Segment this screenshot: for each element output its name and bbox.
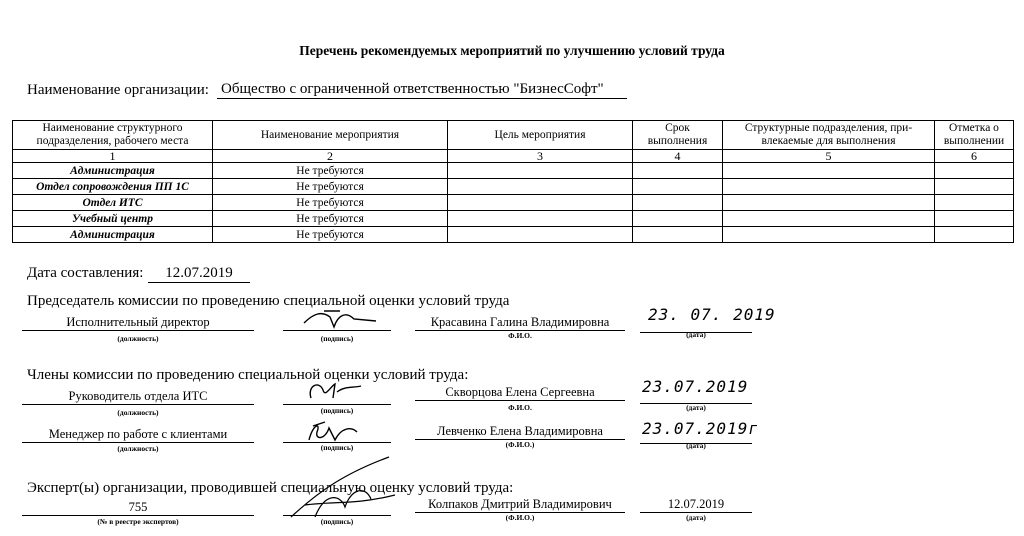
caption-signature: (подпись) [320, 406, 354, 415]
member-signature [305, 418, 365, 446]
member-date: 23.07.2019 [642, 377, 749, 396]
expert-date: 12.07.2019 [640, 497, 752, 513]
caption-signature: (подпись) [320, 334, 354, 343]
table-number-row [13, 150, 1014, 163]
row-measure: Не требуются [213, 163, 448, 179]
header-measure: Наименование мероприятия [213, 121, 448, 150]
member-date: 23.07.2019г [642, 419, 759, 438]
table-row [13, 195, 1014, 211]
chairman-date: 23. 07. 2019 [648, 305, 776, 324]
caption-fio: (Ф.И.О.) [505, 440, 535, 449]
caption-fio: Ф.И.О. [508, 331, 532, 340]
expert-signature-line [283, 500, 391, 516]
member-name: Скворцова Елена Сергеевна [415, 385, 625, 401]
caption-position: (должность) [117, 444, 159, 453]
column-number: 1 [13, 150, 213, 163]
table-row [13, 211, 1014, 227]
row-unit: Отдел сопровождения ПП 1С [13, 179, 213, 195]
organization-name: Общество с ограниченной ответственностью "БизнесСофт" [217, 80, 627, 99]
column-number: 6 [935, 150, 1014, 163]
row-measure: Не требуются [213, 195, 448, 211]
caption-date: (дата) [686, 403, 706, 412]
caption-fio: Ф.И.О. [508, 403, 532, 412]
row-unit: Администрация [13, 163, 213, 179]
caption-registry: (№ в реестре экспертов) [97, 517, 179, 526]
table-row [13, 163, 1014, 179]
expert-name: Колпаков Дмитрий Владимирович [415, 497, 625, 513]
column-number: 2 [213, 150, 448, 163]
column-number: 5 [723, 150, 935, 163]
row-unit: Учебный центр [13, 211, 213, 227]
member-signature [305, 378, 365, 406]
table-row [13, 179, 1014, 195]
chairman-position: Исполнительный директор [22, 315, 254, 331]
caption-date: (дата) [686, 513, 706, 522]
chairman-heading: Председатель комиссии по проведению специальной оценки условий труда [27, 293, 510, 309]
header-goal: Цель мероприятия [448, 121, 633, 150]
member-name: Левченко Елена Владимировна [415, 424, 625, 440]
table-row [13, 227, 1014, 243]
header-completion: Отметка о выполнении [935, 121, 1014, 150]
row-measure: Не требуются [213, 211, 448, 227]
caption-date: (дата) [686, 330, 706, 339]
column-number: 3 [448, 150, 633, 163]
member-date-line [640, 388, 752, 404]
caption-date: (дата) [686, 441, 706, 450]
column-number: 4 [633, 150, 723, 163]
expert-heading: Эксперт(ы) организации, проводившей специальную оценку условий труда: [27, 480, 514, 496]
organization-label: Наименование организации: [27, 82, 209, 98]
expert-registry-number: 755 [22, 500, 254, 516]
chairman-signature [300, 305, 380, 335]
member-position: Менеджер по работе с клиентами [22, 427, 254, 443]
chairman-name: Красавина Галина Владимировна [415, 315, 625, 331]
caption-position: (должность) [117, 334, 159, 343]
row-measure: Не требуются [213, 227, 448, 243]
row-measure: Не требуются [213, 179, 448, 195]
document-title: Перечень рекомендуемых мероприятий по улучшению условий труда [299, 43, 725, 58]
row-unit: Отдел ИТС [13, 195, 213, 211]
measures-table [12, 120, 1014, 243]
caption-signature: (подпись) [320, 443, 354, 452]
members-heading: Члены комиссии по проведению специальной оценки условий труда: [27, 367, 469, 383]
caption-fio: (Ф.И.О.) [505, 513, 535, 522]
caption-position: (должность) [117, 408, 159, 417]
header-unit: Наименование структурного подразделения, рабочего места [13, 121, 213, 150]
row-unit: Администрация [13, 227, 213, 243]
compiled-date-label: Дата составления: [27, 265, 144, 281]
header-departments: Структурные подразделения, при-влекаемые для выполнения [723, 121, 935, 150]
member-position: Руководитель отдела ИТС [22, 389, 254, 405]
table-header-row [13, 121, 1014, 150]
caption-signature: (подпись) [320, 517, 354, 526]
compiled-date: 12.07.2019 [148, 264, 250, 283]
header-deadline: Срок выполнения [633, 121, 723, 150]
